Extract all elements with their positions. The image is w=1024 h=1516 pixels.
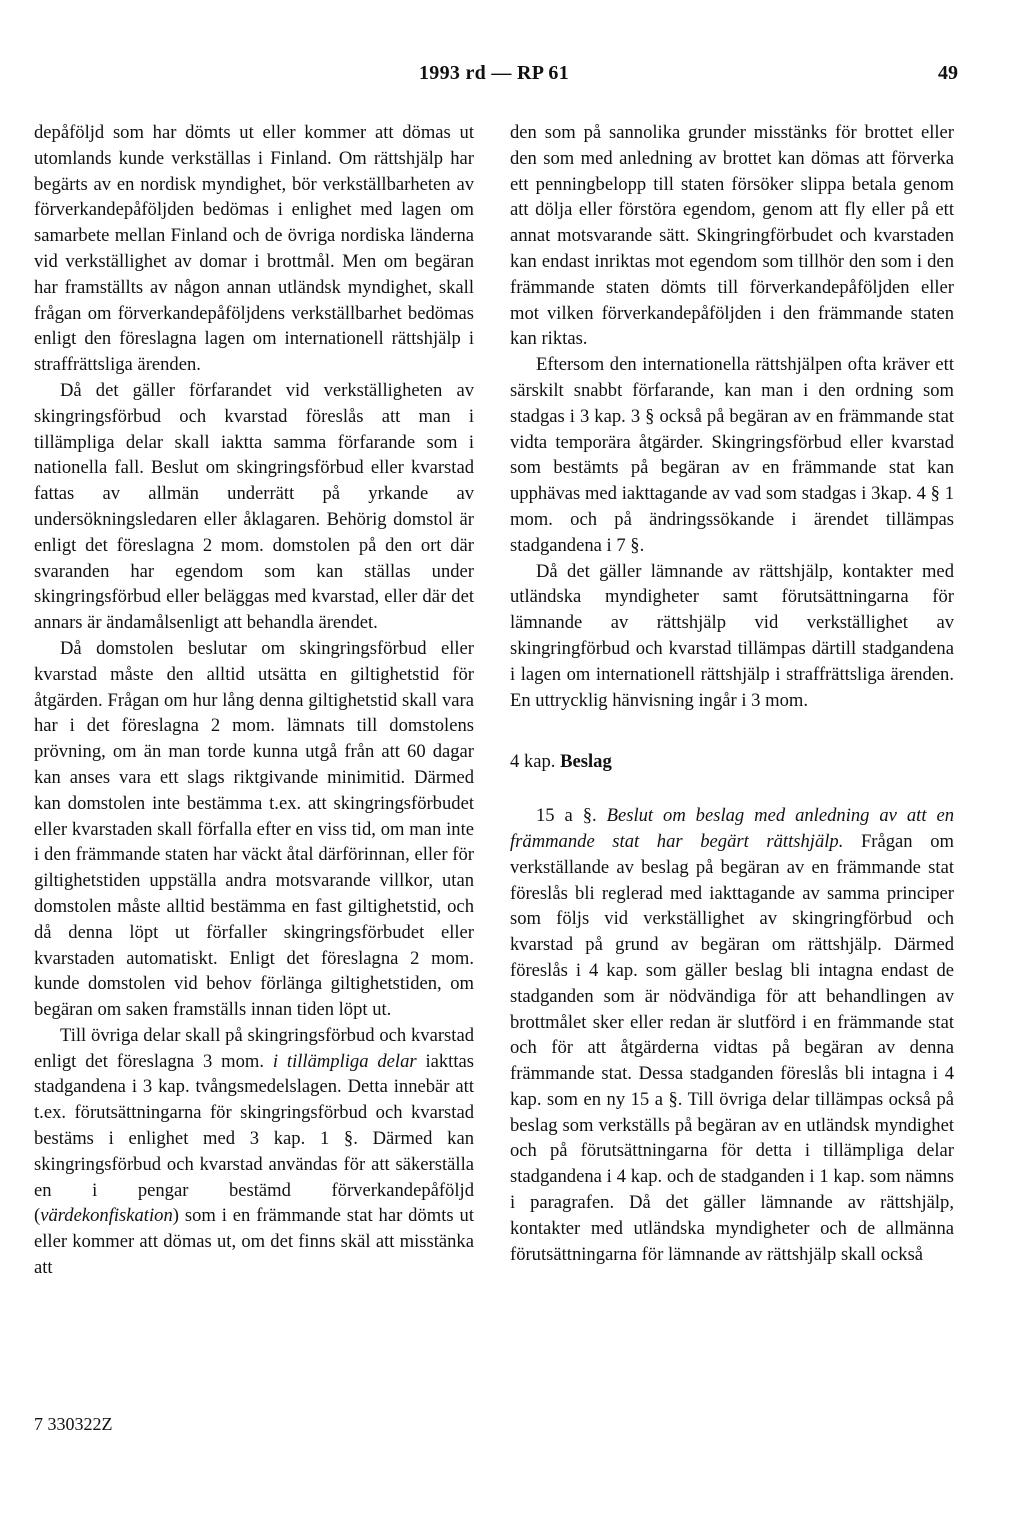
paragraph: Då det gäller lämnande av rättshjälp, kontakter med utländska myndigheter samt förutsättningarna för lämnande av rättshjälp vid verkställighet av skingringförbud och kvarstad tillämpas därtill stadgandena i lagen om internationell rättshjälp i straffrättsliga ärenden. En uttrycklig hänvisning ingår i 3 mom. <box>510 560 954 711</box>
section-number: 4 kap. <box>510 751 556 773</box>
page-header <box>34 62 958 92</box>
text-run: iakttas stadgandena i 3 kap. tvångsmedelslagen. Detta innebär att t.ex. förutsättningarna för skingringsförbud och kvarstad bestäms i enlighet med 3 kap. 1 §. Därmed kan skingringsförbud och kvarstad användas för att säkerställa en i pengar bestämd förverkandepåföljd ( <box>34 1050 475 1227</box>
paragraph-continued: den som på sannolika grunder misstänks för brottet eller den som med anledning av brottet kan dömas att förverka ett penningbelopp till staten försöker slippa betala genom att dölja eller förstöra egendom, genom att fly eller på ett annat motsvarande sätt. Skingringförbudet och kvarstaden kan endast inriktas mot egendom som tillhör den som i den främmande staten dömts till förverkandepåföljden eller mot vilken förverkandepåföljden i den främmande staten kan riktas. <box>510 122 954 350</box>
paragraph-continued: depåföljd som har dömts ut eller kommer att dömas ut utomlands kunde verkställas i Finland. Om rättshjälp har begärts av en nordisk myndighet, bör verkställbarheten av förverkandepåföljden bedömas i enlighet med lagen om samarbete mellan Finland och de övriga nordiska länderna vid verkställighet av domar i brottmål. Men om begäran har framställts av någon annan utländsk myndighet, skall frågan om förverkandepåföljdens verkställbarhet bedömas enligt den föreslagna lagen om internationell rättshjälp i straffrättsliga ärenden. <box>34 122 474 376</box>
paragraph: Eftersom den internationella rättshjälpen ofta kräver ett särskilt snabbt förfarande, kan man i den ordning som stadgas i 3 kap. 3 § också på begäran av en främmande stat vidta temporära åtgärder. Skingringsförbud eller kvarstad som bestämts på begäran av en främmande stat kan upphävas med iakttagande av vad som stadgas i 3kap. 4 § 1 mom. och på ändringssökande i ärendet tillämpas stadgandena i 7 §. <box>510 354 954 556</box>
paragraph-15a <box>510 803 954 1267</box>
left-column <box>34 120 474 1281</box>
footer-code: 7 330322Z <box>34 1414 113 1434</box>
page-number: 49 <box>938 62 958 84</box>
paragraph-tillampliga <box>34 1023 474 1281</box>
running-title: 1993 rd — RP 61 <box>418 62 570 84</box>
section-heading <box>510 749 954 775</box>
right-column <box>510 120 954 1267</box>
paragraph: Då det gäller förfarandet vid verkställigheten av skingringsförbud och kvarstad föreslås att man i tillämpliga delar skall iaktta samma förfarande som i nationella fall. Beslut om skingringsförbud eller kvarstad fattas av allmän underrätt på yrkande av undersökningsledaren eller åklagaren. Behörig domstol är enligt det föreslagna 2 mom. domstolen på den ort där svaranden har egendom som kan ställas under skingringsförbud eller beläggas med kvarstad, eller där det annars är ändamålsenligt att behandla ärendet. <box>34 379 474 634</box>
text-run: ) som i en främmande stat har dömts ut eller kommer att dömas ut, om det finns skäl att misstänka att <box>34 1205 474 1279</box>
section-title: Beslag <box>560 751 612 773</box>
italic-term: värdekonfiskation <box>40 1205 173 1227</box>
italic-subheading: Beslut om beslag med anledning av att en främmande stat har begärt rättshjälp. <box>510 805 954 852</box>
italic-phrase: i tillämpliga delar <box>272 1050 417 1072</box>
paragraph-lead: 15 a §. <box>536 805 607 827</box>
text-run: Frågan om verkställande av beslag på begäran av en främmande stat föreslås bli reglerad med iakttagande av samma principer som följs vid verkställighet av skingringförbud och kvarstad på grund av begäran om rättshjälp. Därmed föreslås i 4 kap. som gäller beslag bli intagna endast de stadganden som är nödvändiga för att behandlingen av brottmålet sker eller redan är slutförd i en främmande stat och för att åtgärderna vidtas på begäran av denna främmande stat. Dessa stadganden föreslås bli intagna i 4 kap. som en ny 15 a §. Till övriga delar tillämpas också på beslag som verkställs på begäran av en utländsk myndighet och på förutsättningarna för detta i tillämpliga delar stadgandena i 4 kap. och de stadganden i 1 kap. som nämns i paragrafen. Då det gäller lämnande av rättshjälp, kontakter med utländska myndigheter och de allmänna förutsättningarna för lämnande av rättshjälp skall också <box>510 830 954 1265</box>
paragraph: Då domstolen beslutar om skingringsförbud eller kvarstad måste den alltid utsätta en giltighetstid för åtgärden. Frågan om hur lång denna giltighetstid skall vara har i det föreslagna 2 mom. lämnats till domstolens prövning, om än man torde kunna utgå från att 60 dagar kan anses vara ett slags riktgivande minimitid. Därmed kan domstolen inte bestämma t.ex. att skingringsförbudet eller kvarstaden skall förfalla efter en viss tid, om man inte i den främmande staten har väckt åtal därförinnan, eller för giltighetstiden uppställa andra motsvarande villkor, utan domstolen måste alltid bestämma en fast giltighetstid, och då denna löpt ut förfaller skingringsförbudet eller kvarstaden automatiskt. Enligt det föreslagna 2 mom. kunde domstolen vid behov förlänga giltighetstiden, om begäran om saken framställs innan tiden löpt ut. <box>34 637 474 1021</box>
text-run: Till övriga delar skall på skingringsförbud och kvarstad enligt det föreslagna 3 mom. <box>34 1024 474 1072</box>
